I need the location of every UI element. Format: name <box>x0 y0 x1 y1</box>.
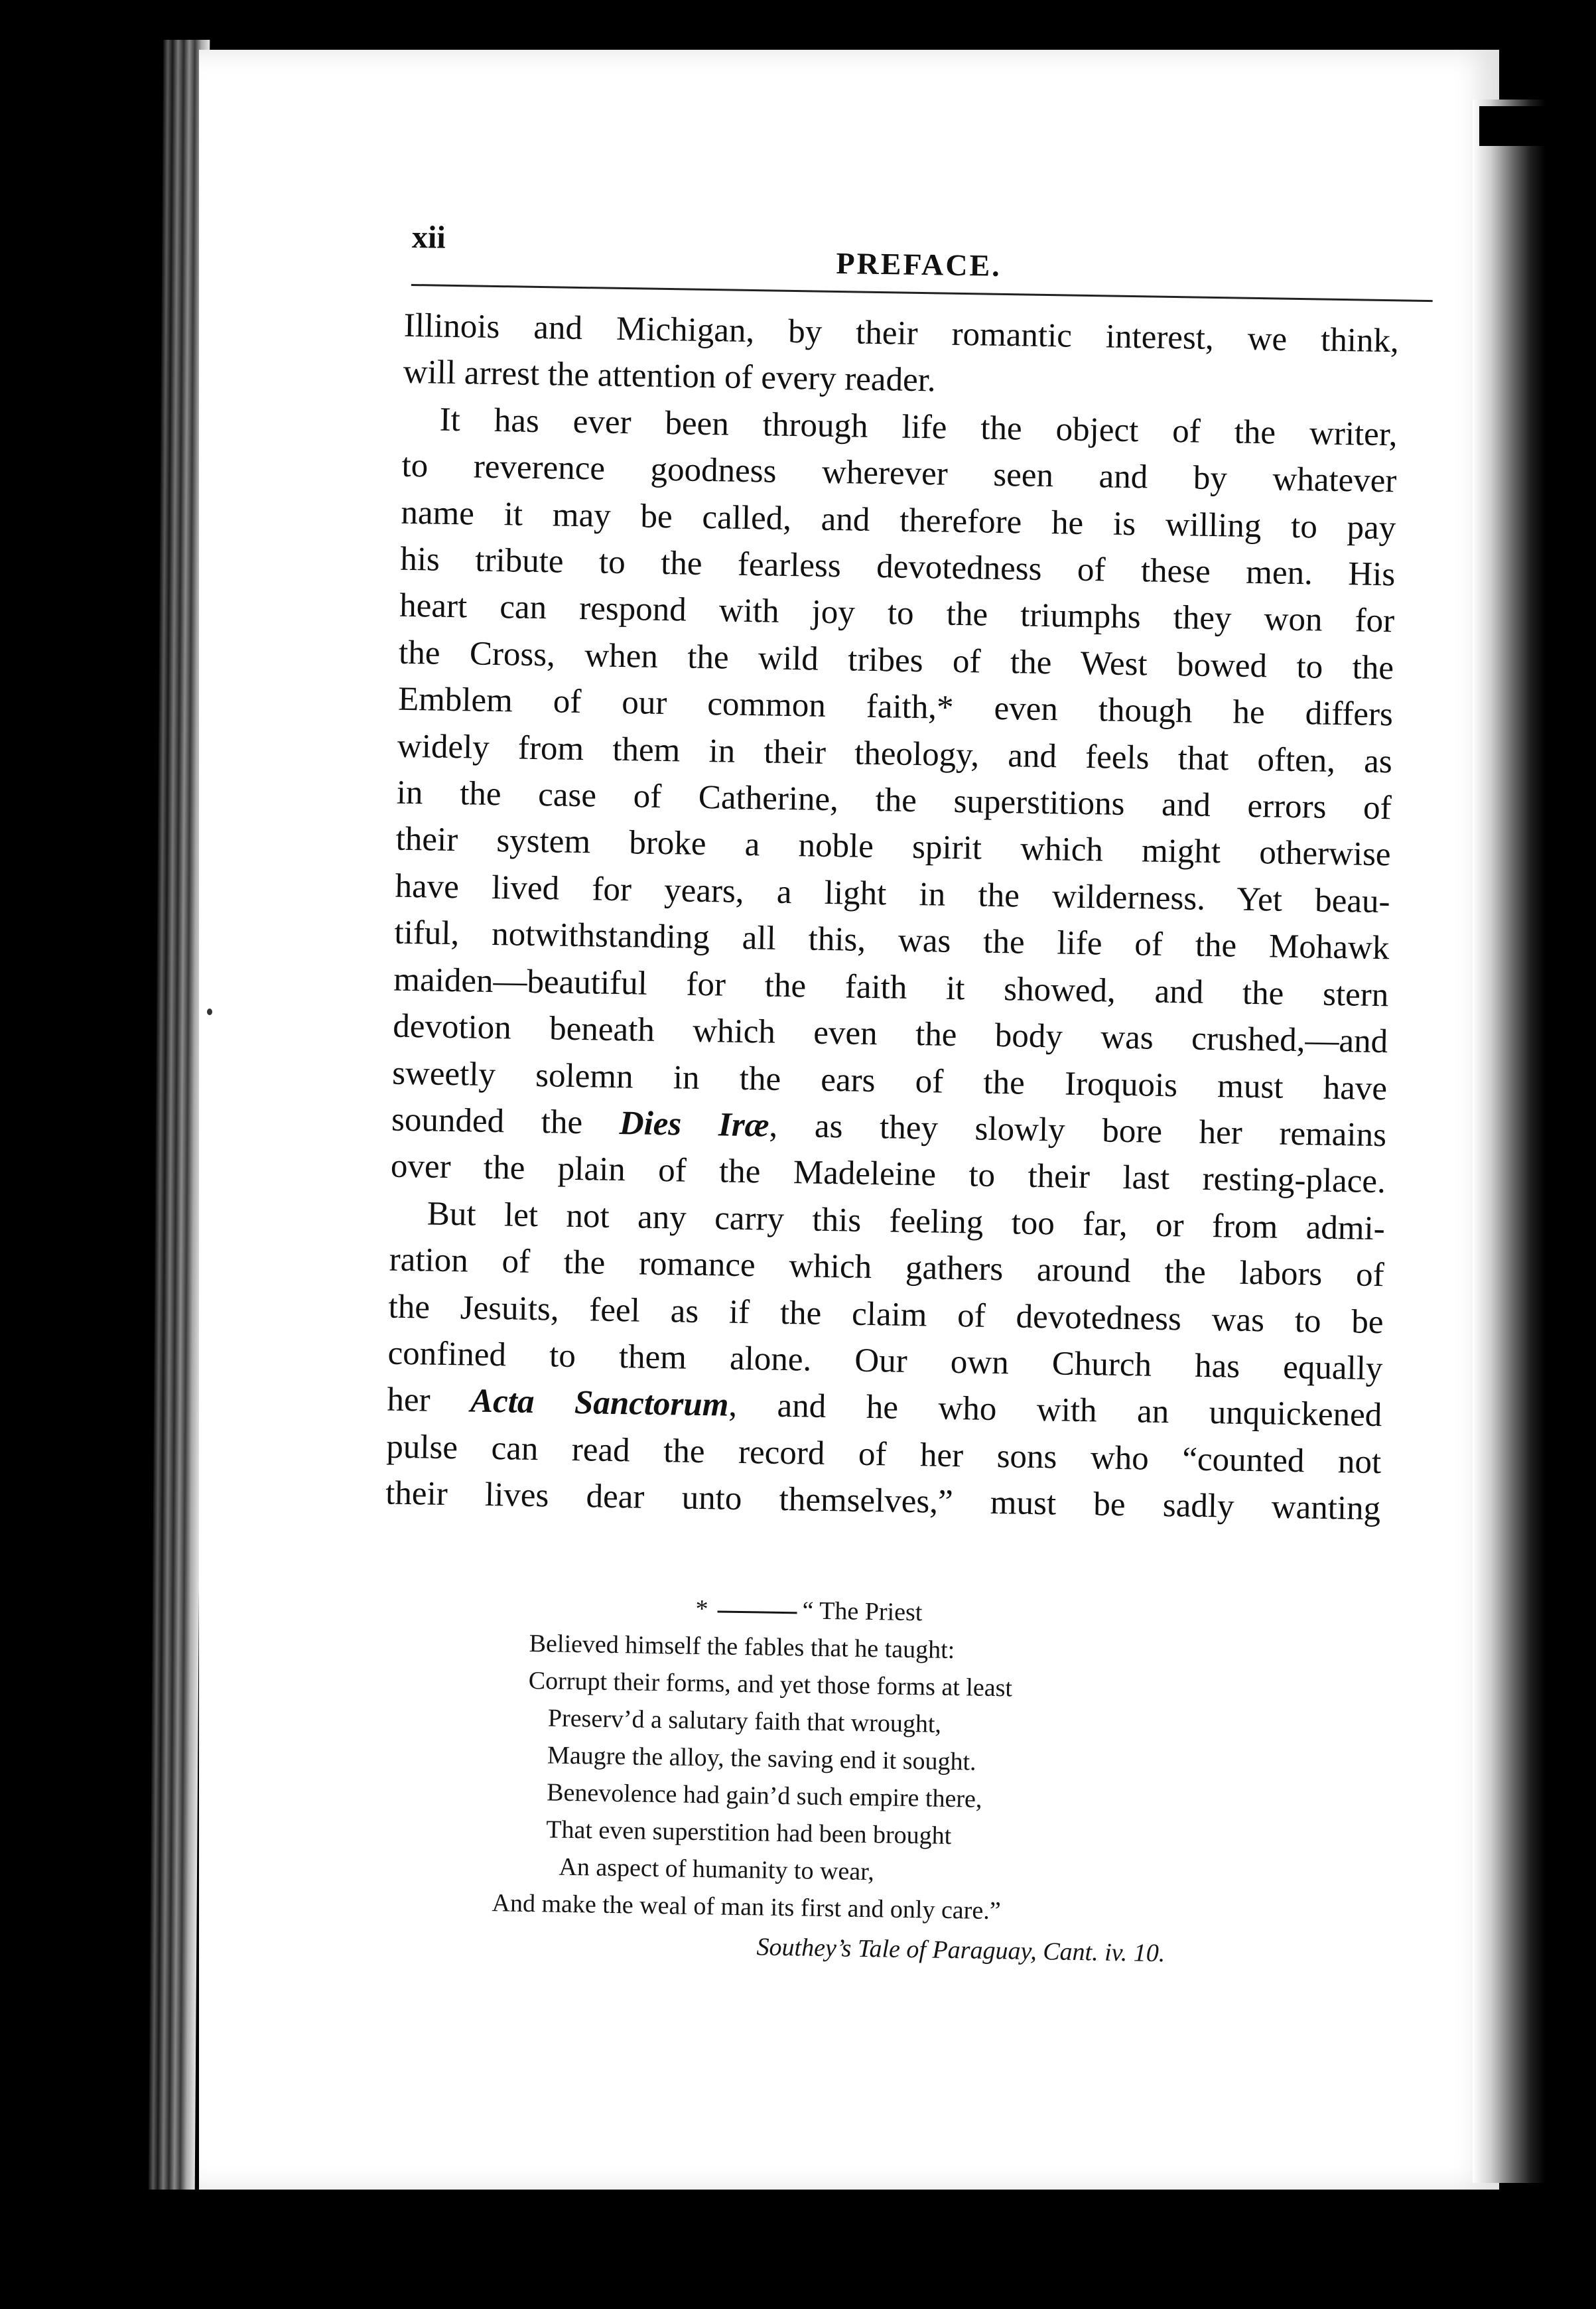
body-line: heart can respond with joy to the triumphs they won for <box>399 587 1395 640</box>
body-line: tiful, notwithstanding all this, was the life of the Mohawk <box>394 914 1390 967</box>
footnote-line: And make the weal of man its first and only care.” <box>492 1889 1001 1925</box>
footnote-citation: Southey’s Tale of Paraguay, Cant. iv. 10. <box>756 1933 1165 1968</box>
body-line: have lived for years, a light in the wilderness. Yet beau- <box>395 867 1390 921</box>
footnote-line: Maugre the alloy, the saving end it sought. <box>547 1741 976 1776</box>
footnote-dash <box>718 1610 797 1614</box>
body-line: sweetly solemn in the ears of the Iroquois must have <box>391 1054 1388 1107</box>
body-line: confined to them alone. Our own Church has equally <box>387 1334 1383 1388</box>
body-line: their system broke a noble spirit which might otherwise <box>395 821 1392 874</box>
text-fragment: , and he who with an unquickened <box>728 1387 1382 1434</box>
page-number: xii <box>411 219 446 255</box>
footnote <box>491 1587 1386 1975</box>
body-line: pulse can read the record of her sons who “counted not <box>385 1428 1382 1481</box>
text-fragment: her <box>387 1381 471 1420</box>
body-line: his tribute to the fearless devotedness of these men. His <box>399 540 1396 594</box>
text-fragment: , as they slowly bore her remains <box>769 1107 1387 1154</box>
body-line: name it may be called, and therefore he is willing to pay <box>401 494 1396 547</box>
italic-acta-sanctorum: Acta Sanctorum <box>470 1382 729 1425</box>
footnote-line: That even superstition had been brought <box>546 1815 952 1851</box>
body-line: It has ever been through life the object of the writer, <box>439 401 1398 454</box>
body-line: maiden—beautiful for the faith it showed, and the stern <box>393 961 1389 1014</box>
body-line: will arrest the attention of every reader. <box>403 354 937 399</box>
body-line: their lives dear unto themselves,” must be sadly wanting <box>385 1474 1381 1528</box>
body-line: the Cross, when the wild tribes of the West bowed to the <box>398 634 1394 687</box>
text-fragment: sounded the <box>391 1101 620 1142</box>
footnote-head-text: “ The Priest <box>802 1596 923 1627</box>
body-line: widely from them in their theology, and feels that often, as <box>397 727 1393 780</box>
header-rule <box>411 284 1433 302</box>
body-line: to reverence goodness wherever seen and by whatever <box>401 447 1397 500</box>
running-head: PREFACE. <box>836 246 1002 283</box>
footnote-marker: * <box>695 1594 708 1624</box>
footnote-line: Corrupt their forms, and yet those forms at least <box>528 1666 1013 1703</box>
body-line: over the plain of the Madeleine to their last resting-place. <box>390 1147 1386 1201</box>
footnote-line: An aspect of humanity to wear, <box>559 1853 875 1886</box>
body-line: Illinois and Michigan, by their romantic interest, we think, <box>403 307 1400 360</box>
footnote-line: Believed himself the fables that he taught: <box>529 1629 955 1665</box>
italic-dies-irae: Dies Iræ <box>619 1104 769 1145</box>
body-text <box>385 303 1400 1533</box>
body-line: the Jesuits, feel as if the claim of devotedness was to be <box>388 1288 1384 1341</box>
body-line: ration of the romance which gathers around the labors of <box>389 1241 1385 1294</box>
body-line: devotion beneath which even the body was crushed,—and <box>392 1007 1388 1061</box>
footnote-line: Benevolence had gain’d such empire there, <box>546 1778 982 1813</box>
body-line: But let not any carry this feeling too far, or from admi- <box>427 1195 1386 1247</box>
body-line: Emblem of our common faith,* even though he differs <box>397 680 1394 734</box>
body-line: in the case of Catherine, the superstitions and errors of <box>396 774 1392 827</box>
footnote-line: Preserv’d a salutary faith that wrought, <box>547 1704 942 1738</box>
